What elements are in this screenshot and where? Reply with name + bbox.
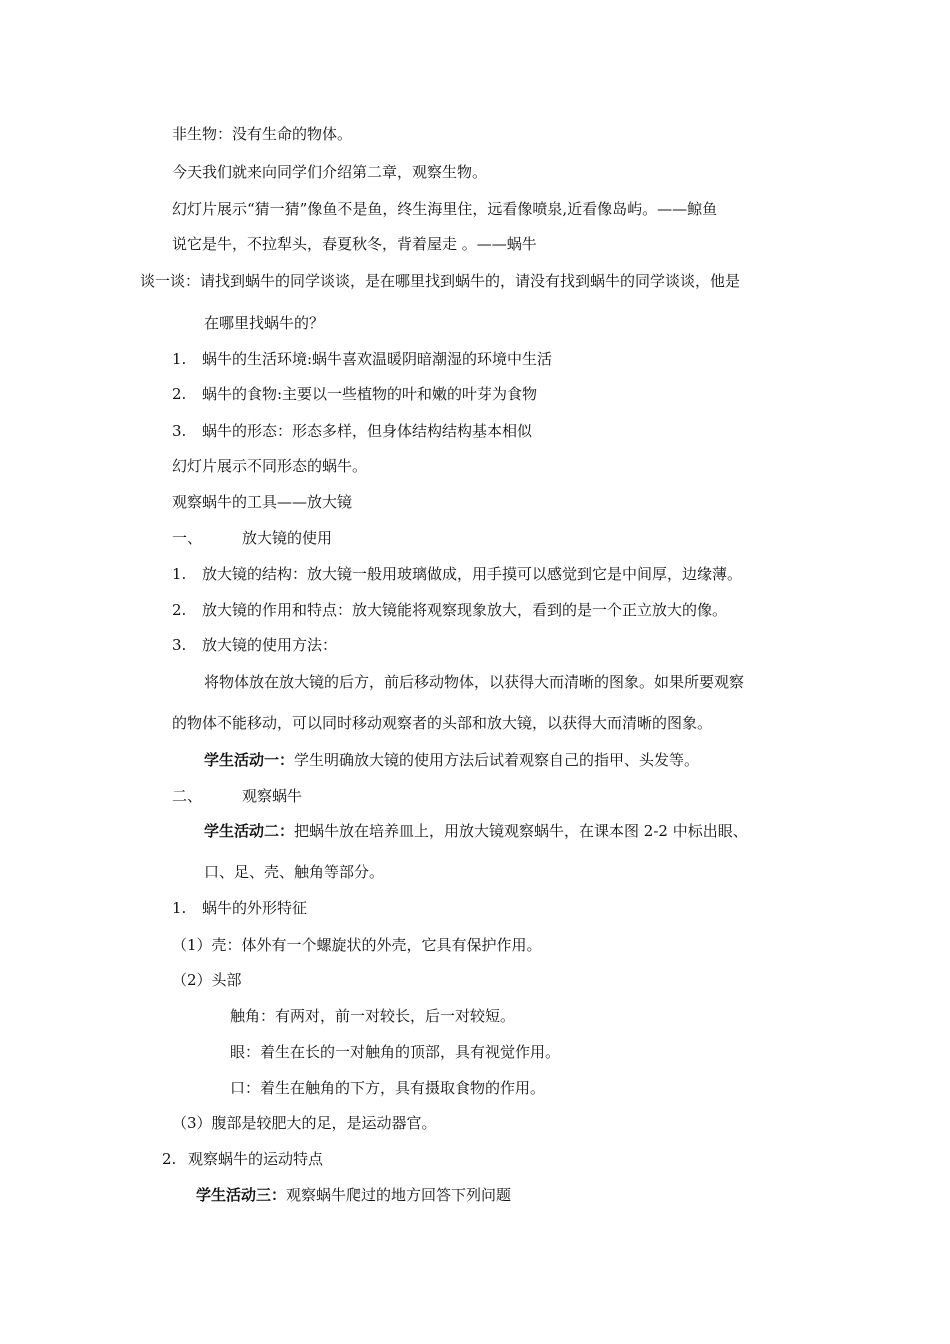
activity-text: 把蜗牛放在培养皿上，用放大镜观察蜗牛，在课本图 2-2 中标出眼、 <box>294 822 748 840</box>
paragraph-student-activity-2-cont: 口、足、壳、触角等部分。 <box>204 863 385 881</box>
paragraph-introduction: 今天我们就来向同学们介绍第二章，观察生物。 <box>172 163 488 181</box>
detail-mouth: 口：着生在触角的下方，具有摄取食物的作用。 <box>230 1079 546 1097</box>
list-number: 3. <box>172 422 187 440</box>
list-number: 2. <box>162 1150 177 1168</box>
paragraph-student-activity-3 <box>196 1185 511 1205</box>
activity-text: 学生明确放大镜的使用方法后试着观察自己的指甲、头发等。 <box>294 751 700 769</box>
list-item-text: 蜗牛的外形特征 <box>202 899 308 917</box>
list-item-text: 观察蜗牛的运动特点 <box>188 1150 324 1168</box>
paragraph-slide-snails: 幻灯片展示不同形态的蜗牛。 <box>172 457 368 475</box>
paragraph-magnifier-method-detail: 将物体放在放大镜的后方，前后移动物体，以获得大而清晰的图象。如果所要观察 <box>204 673 745 691</box>
paragraph-riddle-snail: 说它是牛，不拉犁头，春夏秋冬，背着屋走 。——蜗牛 <box>172 235 537 253</box>
paragraph-riddle-whale: 幻灯片展示“猜一猜”像鱼不是鱼，终生海里住，远看像喷泉,近看像岛屿。——鲸鱼 <box>172 200 718 218</box>
list-number: 2. <box>172 385 187 403</box>
list-item-snail-food <box>172 384 537 404</box>
sub-item-head: （2）头部 <box>172 971 242 989</box>
list-item-magnifier-function <box>172 600 727 620</box>
list-number: 2. <box>172 601 187 619</box>
activity-label: 学生活动三： <box>196 1186 287 1204</box>
sub-item-abdomen: （3）腹部是较肥大的足，是运动器官。 <box>172 1114 437 1132</box>
activity-text: 观察蜗牛爬过的地方回答下列问题 <box>286 1186 512 1204</box>
detail-eyes: 眼：着生在长的一对触角的顶部，具有视觉作用。 <box>230 1043 561 1061</box>
paragraph-discussion: 谈一谈：请找到蜗牛的同学谈谈，是在哪里找到蜗牛的，请没有找到蜗牛的同学谈谈，他是 <box>140 272 741 290</box>
list-item-text: 放大镜的作用和特点：放大镜能将观察现象放大，看到的是一个正立放大的像。 <box>202 601 728 619</box>
activity-label: 学生活动一： <box>204 751 295 769</box>
section-heading-observe-snail <box>172 786 302 806</box>
list-number: 3. <box>172 636 187 654</box>
detail-tentacles: 触角：有两对，前一对较长，后一对较短。 <box>230 1007 516 1025</box>
paragraph-magnifier-tool: 观察蜗牛的工具——放大镜 <box>172 493 353 511</box>
section-number: 一、 <box>172 529 203 547</box>
list-item-text: 放大镜的使用方法： <box>202 636 338 654</box>
paragraph-discussion-cont: 在哪里找蜗牛的？ <box>204 314 325 332</box>
paragraph-student-activity-2 <box>204 821 748 841</box>
list-item-snail-shape <box>172 421 532 441</box>
list-number: 1. <box>172 565 187 583</box>
section-number: 二、 <box>172 787 203 805</box>
list-item-magnifier-method <box>172 635 337 655</box>
list-item-snail-habitat <box>172 349 552 369</box>
list-item-magnifier-structure <box>172 564 742 584</box>
list-item-text: 放大镜的结构：放大镜一般用玻璃做成，用手摸可以感觉到它是中间厚，边缘薄。 <box>202 565 743 583</box>
paragraph-magnifier-method-cont: 的物体不能移动，可以同时移动观察者的头部和放大镜，以获得大而清晰的图象。 <box>172 714 713 732</box>
list-item-text: 蜗牛的食物:主要以一些植物的叶和嫩的叶芽为食物 <box>202 385 538 403</box>
sub-item-shell: （1）壳：体外有一个螺旋状的外壳，它具有保护作用。 <box>172 936 542 954</box>
section-heading-magnifier-use <box>172 528 332 548</box>
activity-label: 学生活动二： <box>204 822 295 840</box>
list-item-text: 蜗牛的生活环境:蜗牛喜欢温暖阴暗潮湿的环境中生活 <box>202 350 553 368</box>
list-number: 1. <box>172 899 187 917</box>
paragraph-nonliving-definition: 非生物：没有生命的物体。 <box>172 125 353 143</box>
list-number: 1. <box>172 350 187 368</box>
list-item-text: 蜗牛的形态：形态多样，但身体结构结构基本相似 <box>202 422 533 440</box>
list-item-snail-appearance <box>172 898 307 918</box>
section-title: 放大镜的使用 <box>242 529 333 547</box>
list-item-snail-movement <box>162 1149 323 1169</box>
section-title: 观察蜗牛 <box>242 787 303 805</box>
paragraph-student-activity-1 <box>204 750 699 770</box>
